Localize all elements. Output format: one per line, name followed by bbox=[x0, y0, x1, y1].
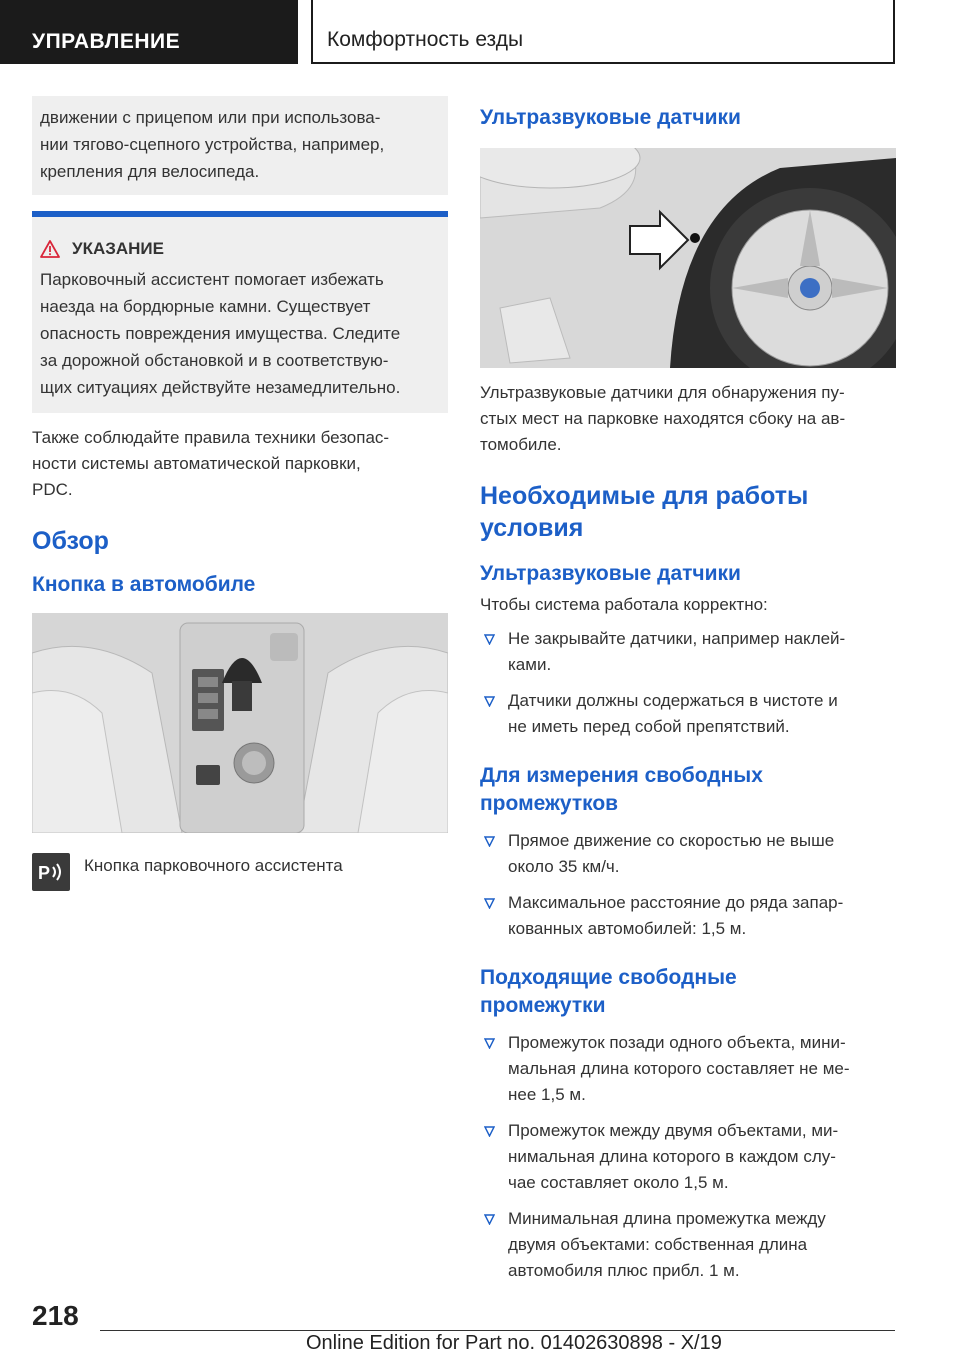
center-console-illustration bbox=[32, 613, 448, 833]
heading-conditions bbox=[480, 480, 896, 544]
section-tab bbox=[0, 0, 298, 64]
warning-box bbox=[32, 211, 448, 413]
warning-title: УКАЗАНИЕ bbox=[72, 239, 164, 258]
heading-line: промежутков bbox=[480, 792, 619, 815]
list-item bbox=[480, 1118, 896, 1196]
warning-line: наезда на бордюрные камни. Существует bbox=[40, 297, 371, 316]
suitable-list bbox=[480, 1030, 896, 1284]
item-line: автомобиля плюс прибл. 1 м. bbox=[508, 1261, 740, 1280]
list-item bbox=[480, 828, 896, 880]
item-line: мальная длина которого составляет не ме- bbox=[508, 1059, 850, 1078]
intro-line: крепления для велосипеда. bbox=[40, 162, 260, 181]
heading-line: условия bbox=[480, 514, 584, 542]
item-line: не иметь перед собой препятствий. bbox=[508, 717, 790, 736]
button-caption: Кнопка парковочного ассистента bbox=[84, 856, 343, 875]
item-line: нимальная длина которого в каждом слу- bbox=[508, 1147, 836, 1166]
edition-text: Online Edition for Part no. 01402630898 - X/19 bbox=[306, 1332, 722, 1354]
warning-header bbox=[40, 235, 440, 262]
warning-line: опасность повреждения имущества. Следите bbox=[40, 324, 401, 343]
item-line: чае составляет около 1,5 м. bbox=[508, 1173, 729, 1192]
list-item bbox=[480, 1030, 896, 1108]
heading-line: Необходимые для работы bbox=[480, 482, 809, 510]
wheel-sensor-illustration bbox=[480, 148, 896, 368]
heading-suitable bbox=[480, 964, 896, 1020]
warning-line: Парковочный ассистент помогает избежать bbox=[40, 270, 384, 289]
intro-line: движении с прицепом или при использова- bbox=[40, 108, 381, 127]
caption-line: стых мест на парковке находятся сбоку на ав- bbox=[480, 409, 846, 428]
item-line: нее 1,5 м. bbox=[508, 1085, 586, 1104]
button-caption-row bbox=[32, 853, 448, 891]
list-item bbox=[480, 688, 896, 740]
list-item bbox=[480, 1206, 896, 1284]
heading-sensors-2: Ультразвуковые датчики bbox=[480, 562, 741, 585]
warning-line: щих ситуациях действуйте незамедлительно. bbox=[40, 378, 401, 397]
svg-text:P: P bbox=[38, 863, 51, 883]
list-item bbox=[480, 890, 896, 942]
caption-line: томобиле. bbox=[480, 435, 562, 454]
sensor-image bbox=[480, 148, 896, 368]
item-line: около 35 км/ч. bbox=[508, 857, 620, 876]
warning-triangle-icon bbox=[40, 240, 60, 258]
triangle-bullet-icon bbox=[484, 696, 495, 707]
item-line: Промежуток позади одного объекта, мини- bbox=[508, 1033, 846, 1052]
heading-line: Подходящие свободные bbox=[480, 966, 737, 989]
triangle-bullet-icon bbox=[484, 1038, 495, 1049]
triangle-bullet-icon bbox=[484, 1126, 495, 1137]
intro-box bbox=[32, 96, 448, 195]
intro-line: нии тягово-сцепного устройства, например, bbox=[40, 135, 385, 154]
caption-line: Ультразвуковые датчики для обнаружения пу- bbox=[480, 383, 845, 402]
triangle-bullet-icon bbox=[484, 836, 495, 847]
section-title: УПРАВЛЕНИЕ bbox=[32, 30, 181, 53]
chapter-title: Комфортность езды bbox=[327, 28, 524, 51]
item-line: Датчики должны содержаться в чистоте и bbox=[508, 691, 838, 710]
left-column bbox=[32, 98, 448, 891]
triangle-bullet-icon bbox=[484, 634, 495, 645]
chapter-tab bbox=[311, 0, 895, 64]
item-line: Максимальное расстояние до ряда запар- bbox=[508, 893, 844, 912]
heading-measure bbox=[480, 762, 896, 818]
item-line: кованных автомобилей: 1,5 м. bbox=[508, 919, 747, 938]
sensors-intro: Чтобы система работала корректно: bbox=[480, 595, 768, 614]
item-line: Промежуток между двумя объектами, ми- bbox=[508, 1121, 839, 1140]
right-column bbox=[480, 98, 896, 1284]
item-line: Прямое движение со скоростью не выше bbox=[508, 831, 835, 850]
paragraph-line: PDC. bbox=[32, 480, 73, 499]
console-image bbox=[32, 613, 448, 833]
heading-button: Кнопка в автомобиле bbox=[32, 573, 256, 596]
page-number: 218 bbox=[32, 1300, 79, 1331]
item-line: двумя объектами: собственная длина bbox=[508, 1235, 808, 1254]
parking-assistant-icon bbox=[32, 853, 70, 891]
triangle-bullet-icon bbox=[484, 898, 495, 909]
heading-overview: Обзор bbox=[32, 527, 109, 555]
paragraph-line: Также соблюдайте правила техники безопас- bbox=[32, 428, 390, 447]
triangle-bullet-icon bbox=[484, 1214, 495, 1225]
item-line: Не закрывайте датчики, например наклей- bbox=[508, 629, 846, 648]
heading-line: Для измерения свободных bbox=[480, 764, 763, 787]
pdc-paragraph bbox=[32, 425, 448, 503]
warning-line: за дорожной обстановкой и в соответствую- bbox=[40, 351, 389, 370]
item-line: Минимальная длина промежутка между bbox=[508, 1209, 826, 1228]
footer-divider bbox=[100, 1330, 895, 1331]
paragraph-line: ности системы автоматической парковки, bbox=[32, 454, 361, 473]
sensors-caption bbox=[480, 380, 896, 458]
measure-list bbox=[480, 828, 896, 942]
heading-sensors: Ультразвуковые датчики bbox=[480, 106, 741, 129]
item-line: ками. bbox=[508, 655, 552, 674]
list-item bbox=[480, 626, 896, 678]
heading-line: промежутки bbox=[480, 994, 606, 1017]
sensors-list bbox=[480, 626, 896, 740]
